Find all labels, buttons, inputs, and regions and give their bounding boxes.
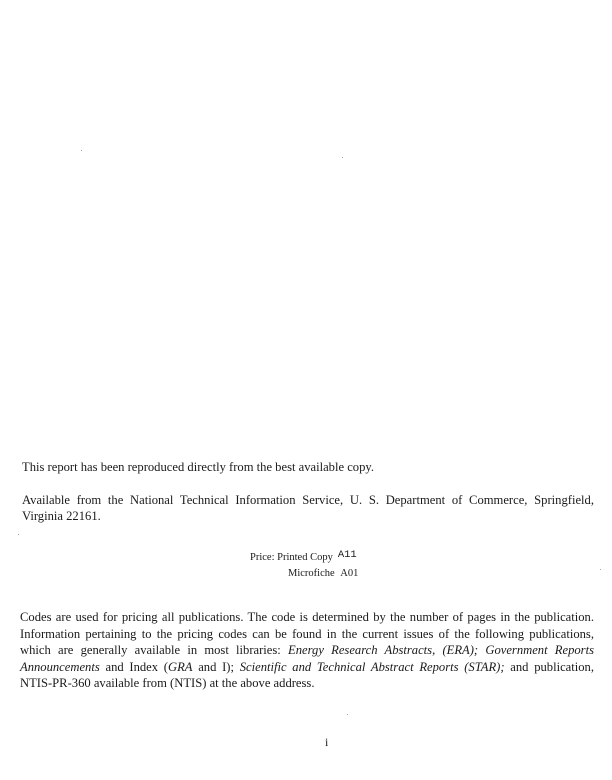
gra-abbrev: GRA xyxy=(167,659,193,674)
scan-speck xyxy=(18,534,19,535)
printed-copy-label: Price: Printed Copy xyxy=(250,552,333,563)
printed-copy-row xyxy=(250,550,358,566)
availability-statement: Available from the National Technical Information Service, U. S. Department of Commerce, Springfield, Virginia 22161. xyxy=(22,493,594,523)
scan-speck xyxy=(347,714,348,715)
era-title: Energy Research Abstracts, (ERA); xyxy=(288,643,479,657)
microfiche-row xyxy=(250,566,358,581)
scan-speck xyxy=(81,150,82,151)
gra-connector: and Index ( xyxy=(99,659,168,674)
scan-speck xyxy=(342,157,343,158)
microfiche-label: Microfiche xyxy=(288,568,335,579)
price-block xyxy=(250,550,358,581)
codes-closing: and publication, NTIS-PR-360 available from (NTIS) at the above address. xyxy=(20,659,595,690)
printed-copy-code: A11 xyxy=(337,549,357,561)
microfiche-code: A01 xyxy=(340,568,359,579)
page-number: i xyxy=(325,735,329,749)
gra-title: Government Reports Announcements xyxy=(20,643,594,674)
gra-tail: and I); xyxy=(192,659,240,674)
codes-intro: Codes are used for pricing all publications. The code is determined by the number of pages in the publication. Information pertaining to the pricing codes can be found in the current issues of the following publications, which are generally available in most libraries: xyxy=(20,610,594,657)
star-title: Scientific and Technical Abstract Reports (STAR); xyxy=(239,659,505,674)
pricing-codes-paragraph xyxy=(20,609,594,692)
scan-speck xyxy=(600,569,601,570)
reproduction-note: This report has been reproduced directly from the best available copy. xyxy=(22,460,375,474)
